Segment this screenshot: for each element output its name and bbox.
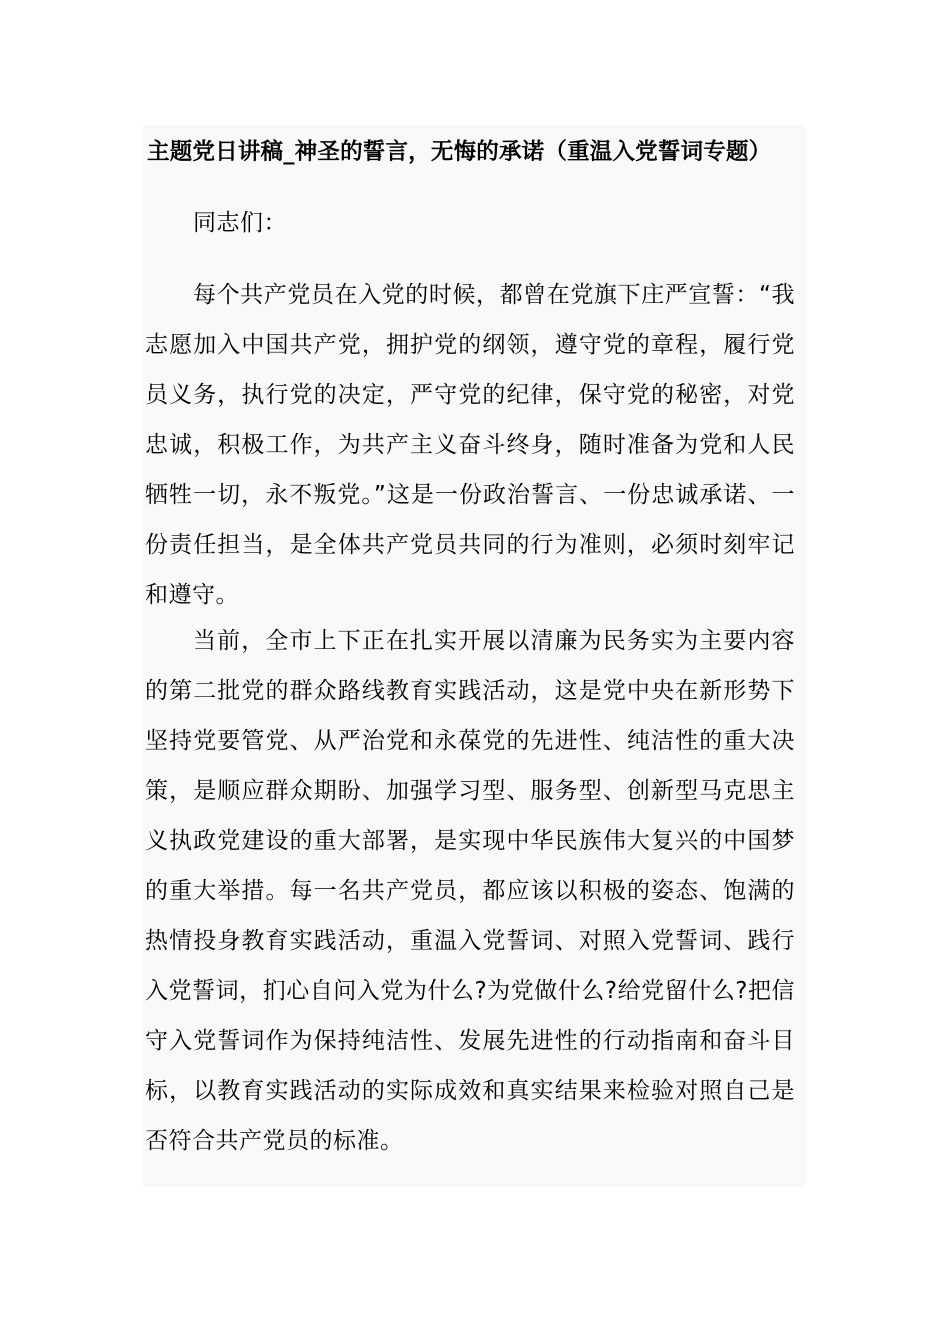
title-main: 讲稿_神圣的誓言，无悔的承诺（重温入党誓词专题） bbox=[237, 139, 772, 165]
paragraph-campaign: 当前，全市上下正在扎实开展以清廉为民务实为主要内容的第二批党的群众路线教育实践活动，这是党中央在新形势下坚持党要管党、从严治党和永葆党的先进性、纯洁性的重大决策，是顺应群众期盼、加强学习型、服务型、创新型马克思主义执政党建设的重大部署，是实现中华民族伟大复兴的中国梦的重大举措。每一名共产党员，都应该以积极的姿态、饱满的热情投身教育实践活动，重温入党誓词、对照入党誓词、践行入党誓词，扪心自问入党为什么?为党做什么?给党留什么?把信守入党誓词作为保持纯洁性、发展先进性的行动指南和奋斗目标，以教育实践活动的实际成效和真实结果来检验对照自己是否符合共产党员的标准。 bbox=[145, 628, 795, 1154]
document-title bbox=[147, 136, 807, 168]
paragraph-oath: 每个共产党员在入党的时候，都曾在党旗下庄严宣誓：“我志愿加入中国共产党，拥护党的纲领，遵守党的章程，履行党员义务，执行党的决定，严守党的纪律，保守党的秘密，对党忠诚，积极工作，为共产主义奋斗终身，随时准备为党和人民牺牲一切，永不叛党。”这是一份政治誓言、一份忠诚承诺、一份责任担当，是全体共产党员共同的行为准则，必须时刻牢记和遵守。 bbox=[145, 282, 795, 608]
greeting: 同志们： bbox=[193, 210, 287, 236]
title-prefix: 主题党日 bbox=[147, 139, 238, 165]
